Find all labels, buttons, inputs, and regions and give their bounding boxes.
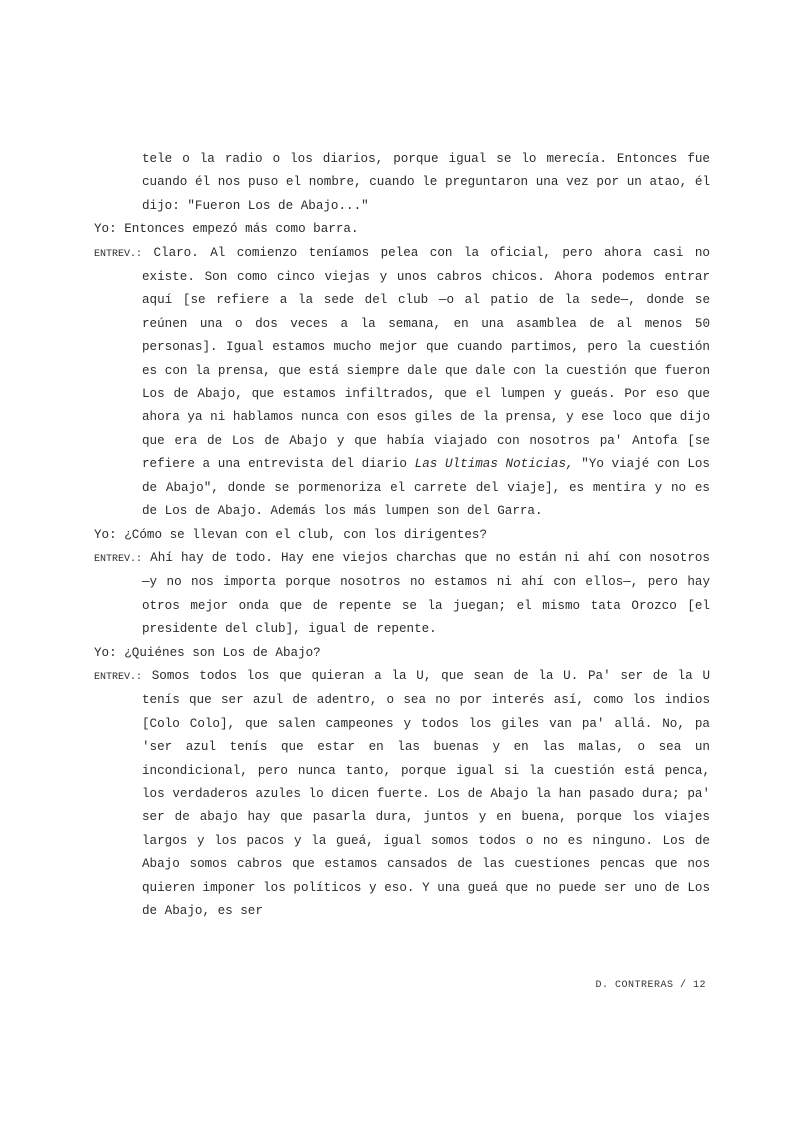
- paragraph-interviewer: [94, 218, 710, 241]
- paragraph-text: tele o la radio o los diarios, porque igual se lo merecía. Entonces fue cuando él nos puso el nombre, cuando le preguntaron una vez por un atao, él dijo: "Fueron Los de Abajo...": [142, 152, 710, 213]
- speaker-label: ENTREV.:: [94, 248, 143, 260]
- speaker-label: Yo:: [94, 222, 117, 237]
- paragraph-interviewer: [94, 524, 710, 547]
- paragraph-text: Claro. Al comienzo teníamos pelea con la oficial, pero ahora casi no existe. Son como cinco viejas y unos cabros chicos. Ahora podemos entrar aquí [se refiere a la sede del club —o al patio de la sede—, donde se reúnen una o dos veces a la semana, en una asamblea de al menos 50 personas]. Igual estamos mucho mejor que cuando partimos, pero la cuestión es con la prensa, que está siempre dale que dale con la cuestión que fueron Los de Abajo, que estamos infiltrados, que el lumpen y gueás. Por eso que ahora ya ni hablamos nunca con esos giles de la prensa, y ese loco que dijo que era de Los de Abajo y que había viajado con nosotros pa' Antofa [se refiere a una entrevista del diario: [142, 245, 710, 472]
- speaker-label: Yo:: [94, 527, 117, 542]
- page-footer: D. CONTRERAS / 12: [595, 980, 706, 991]
- paragraph-text: Somos todos los que quieran a la U, que sean de la U. Pa' ser de la U tenís que ser azul de adentro, o sea no por interés así, como los indios [Colo Colo], que salen campeones y todos los giles van pa' allá. No, pa 'ser azul tenís que estar en las buenas y en las malas, o sea un incondicional, pero nunca tanto, porque igual si la cuestión está penca, los verdaderos azules lo dicen fuerte. Los de Abajo la han pasado dura; pa' ser de abajo hay que pasarla dura, juntos y en buena, porque los viajes largos y los pacos y la gueá, igual somos todos o no es ninguno. Los de Abajo somos cabros que estamos cansados de las cuestiones pencas que nos quieren imponer los políticos y eso. Y una gueá que no puede ser uno de Los de Abajo, es ser: [142, 668, 711, 918]
- paragraph-text: ¿Cómo se llevan con el club, con los dirigentes?: [124, 527, 488, 542]
- newspaper-title: Las Ultimas Noticias,: [414, 457, 574, 472]
- paragraph-text-after: "Yo viajé con Los de Abajo", donde se pormenoriza el carrete del viaje], es mentira y no es de Los de Abajo. Además los más lumpen son del Garra.: [142, 457, 710, 519]
- speaker-label: ENTREV.:: [94, 553, 143, 565]
- paragraph-text: ¿Quiénes son Los de Abajo?: [124, 645, 321, 660]
- paragraph-text: Entonces empezó más como barra.: [124, 222, 359, 237]
- paragraph-interviewer: [94, 642, 710, 665]
- speaker-label: ENTREV.:: [94, 671, 143, 683]
- paragraph-interviewee: [94, 547, 710, 642]
- interview-transcript: [94, 148, 710, 923]
- paragraph-interviewee: [94, 665, 710, 923]
- paragraph-text: Ahí hay de todo. Hay ene viejos charchas que no están ni ahí con nosotros —y no nos importa porque nosotros no estamos ni ahí con ellos—, pero hay otros mejor onda que de repente se la juegan; el mismo tata Orozco [el presidente del club], igual de repente.: [142, 550, 710, 637]
- paragraph-interviewee: [94, 242, 710, 524]
- speaker-label: Yo:: [94, 645, 117, 660]
- paragraph-continuation: [94, 148, 710, 218]
